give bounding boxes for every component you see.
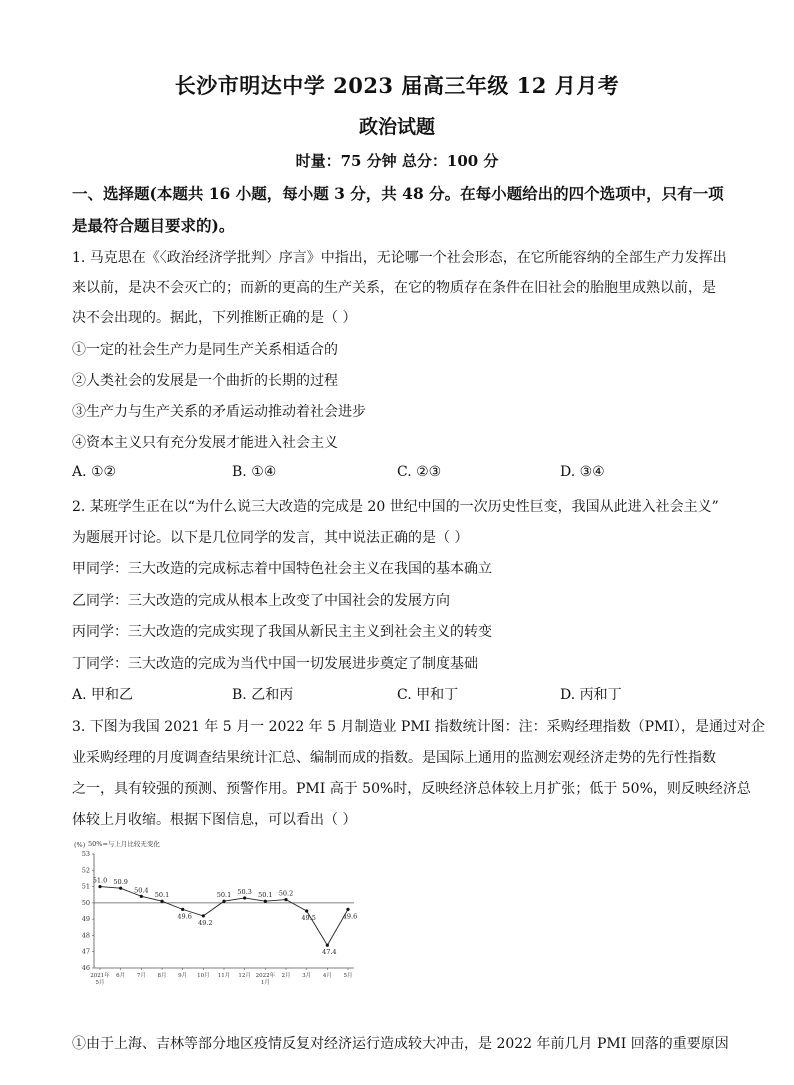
chart-value-label: 50.1: [216, 891, 232, 900]
chart-point: [264, 900, 267, 903]
chart-xtick-label: 7月: [136, 973, 146, 979]
chart-ytick-label: 46: [81, 964, 90, 972]
q1-option-d[interactable]: D. ③④: [560, 464, 605, 480]
chart-xtick-sublabel: 1月: [260, 980, 270, 986]
chart-value-label: 50.2: [278, 889, 294, 898]
chart-xtick-label: 4月: [322, 973, 332, 979]
chart-xtick-label: 11月: [217, 973, 231, 979]
q2-option-d[interactable]: D. 丙和丁: [560, 687, 622, 703]
chart-xtick-label: 2021年: [90, 973, 110, 979]
q1-item3: ③生产力与生产关系的矛盾运动推动着社会进步: [72, 404, 366, 420]
chart-value-label: 50.4: [134, 886, 149, 895]
q2-option-b[interactable]: B. 乙和丙: [232, 687, 294, 703]
chart-ytick-label: 51: [81, 882, 90, 891]
q3-stem-line4: 体较上月收缩。根据下图信息，可以看出（ ）: [72, 812, 357, 828]
chart-value-label: 50.1: [154, 891, 170, 900]
q1-option-b[interactable]: B. ①④: [232, 464, 277, 480]
chart-value-label: 49.6: [342, 912, 358, 921]
q1-option-c[interactable]: C. ②③: [397, 464, 442, 480]
chart-point: [326, 944, 329, 947]
chart-ytick-label: 50: [81, 898, 90, 907]
section-heading-line2: 是最符合题目要求的)。: [72, 216, 235, 235]
chart-ytick-label: 48: [81, 931, 90, 940]
q2-yi: 乙同学：三大改造的完成从根本上改变了中国社会的发展方向: [72, 593, 450, 609]
chart-point: [202, 914, 205, 917]
q1-stem-line2: 来以前，是决不会灭亡的；而新的更高的生产关系，在它的物质存在条件在旧社会的胎胞里成熟以前，是: [72, 280, 716, 296]
q2-option-c[interactable]: C. 甲和丁: [397, 687, 459, 703]
chart-xtick-label: 10月: [197, 973, 210, 979]
chart-ytick-label: 47: [81, 947, 90, 956]
chart-ylabel: (%): [74, 841, 86, 849]
chart-xtick-label: 9月: [178, 973, 188, 979]
chart-value-label: 49.5: [301, 914, 316, 922]
chart-xtick-label: 2022年: [255, 973, 276, 979]
q2-option-a[interactable]: A. 甲和乙: [72, 687, 134, 703]
q2-stem-line1: 2. 某班学生正在以“为什么说三大改造的完成是 20 世纪中国的一次历史性巨变，我国从此进入社会主义”: [72, 499, 719, 515]
q1-item2: ②人类社会的发展是一个曲折的长期的过程: [72, 373, 338, 389]
chart-value-label: 50.3: [237, 887, 252, 896]
chart-point: [181, 908, 184, 911]
q3-stem-line3: 之一，具有较强的预测、预警作用。PMI 高于 50%时，反映经济总体较上月扩张；低于 50%，则反映经济总: [72, 781, 751, 797]
chart-point: [140, 895, 143, 898]
chart-value-label: 50.9: [113, 878, 128, 887]
chart-ytick-label: 52: [81, 866, 90, 875]
chart-point: [119, 887, 122, 890]
q2-ding: 丁同学：三大改造的完成为当代中国一切发展进步奠定了制度基础: [72, 656, 478, 672]
pmi-line-chart: [72, 836, 362, 996]
chart-ytick-label: 49: [81, 915, 90, 924]
subject-title: 政治试题: [358, 116, 435, 138]
chart-xtick-label: 2月: [281, 973, 291, 979]
chart-point: [98, 885, 101, 888]
q3-stem-line2: 业采购经理的月度调查结果统计汇总、编制而成的指数。是国际上通用的监测宏观经济走势的先行性指数: [72, 750, 716, 766]
chart-ytick-label: 53: [81, 850, 90, 858]
chart-point: [222, 900, 225, 903]
exam-title: 长沙市明达中学 2023 届高三年级 12 月月考: [174, 73, 620, 98]
q1-item4: ④资本主义只有充分发展才能进入社会主义: [72, 435, 338, 451]
chart-xtick-label: 5月: [343, 973, 353, 979]
chart-value-label: 51.0: [92, 876, 108, 885]
chart-point: [243, 896, 246, 899]
chart-value-label: 50.1: [258, 891, 273, 900]
section-heading-line1: 一、选择题(本题共 16 小题，每小题 3 分，共 48 分。在每小题给出的四个选项中，只有一项: [72, 184, 724, 203]
chart-value-label: 49.6: [177, 912, 192, 921]
chart-xtick-sublabel: 5月: [95, 980, 105, 986]
chart-value-label: 49.2: [198, 918, 213, 927]
q2-bing: 丙同学：三大改造的完成实现了我国从新民主主义到社会主义的转变: [72, 624, 492, 640]
q1-stem-line3: 决不会出现的。据此，下列推断正确的是（ ）: [72, 310, 357, 326]
q2-stem-line2: 为题展开讨论。以下是几位同学的发言，其中说法正确的是（ ）: [72, 530, 469, 546]
q1-stem-line1: 1. 马克思在《〈政治经济学批判〉序言》中指出，无论哪一个社会形态，在它所能容纳的全部生产力发挥出: [72, 250, 727, 266]
q1-item1: ①一定的社会生产力是同生产关系相适合的: [72, 342, 338, 358]
q3-stem-line1: 3. 下图为我国 2021 年 5 月一 2022 年 5 月制造业 PMI 指数统计图：注：采购经理指数（PMI），是通过对企: [72, 719, 765, 735]
chart-value-label: 47.4: [322, 948, 337, 957]
chart-legend: 50%=与上月比较无变化: [88, 840, 160, 848]
q3-item1: ①由于上海、吉林等部分地区疫情反复对经济运行造成较大冲击，是 2022 年前几月 PMI 回落的重要原因: [72, 1036, 729, 1052]
chart-point: [305, 909, 308, 912]
chart-point: [284, 898, 287, 901]
chart-xtick-label: 3月: [302, 973, 312, 979]
q1-option-a[interactable]: A. ①②: [72, 464, 117, 480]
chart-xtick-label: 8月: [157, 973, 167, 979]
exam-meta: 时量：75 分钟 总分：100 分: [295, 152, 499, 170]
chart-xtick-label: 12月: [238, 973, 251, 979]
chart-point: [346, 908, 349, 911]
chart-point: [160, 900, 163, 903]
q2-jia: 甲同学：三大改造的完成标志着中国特色社会主义在我国的基本确立: [72, 561, 492, 577]
chart-xtick-label: 6月: [116, 973, 126, 979]
